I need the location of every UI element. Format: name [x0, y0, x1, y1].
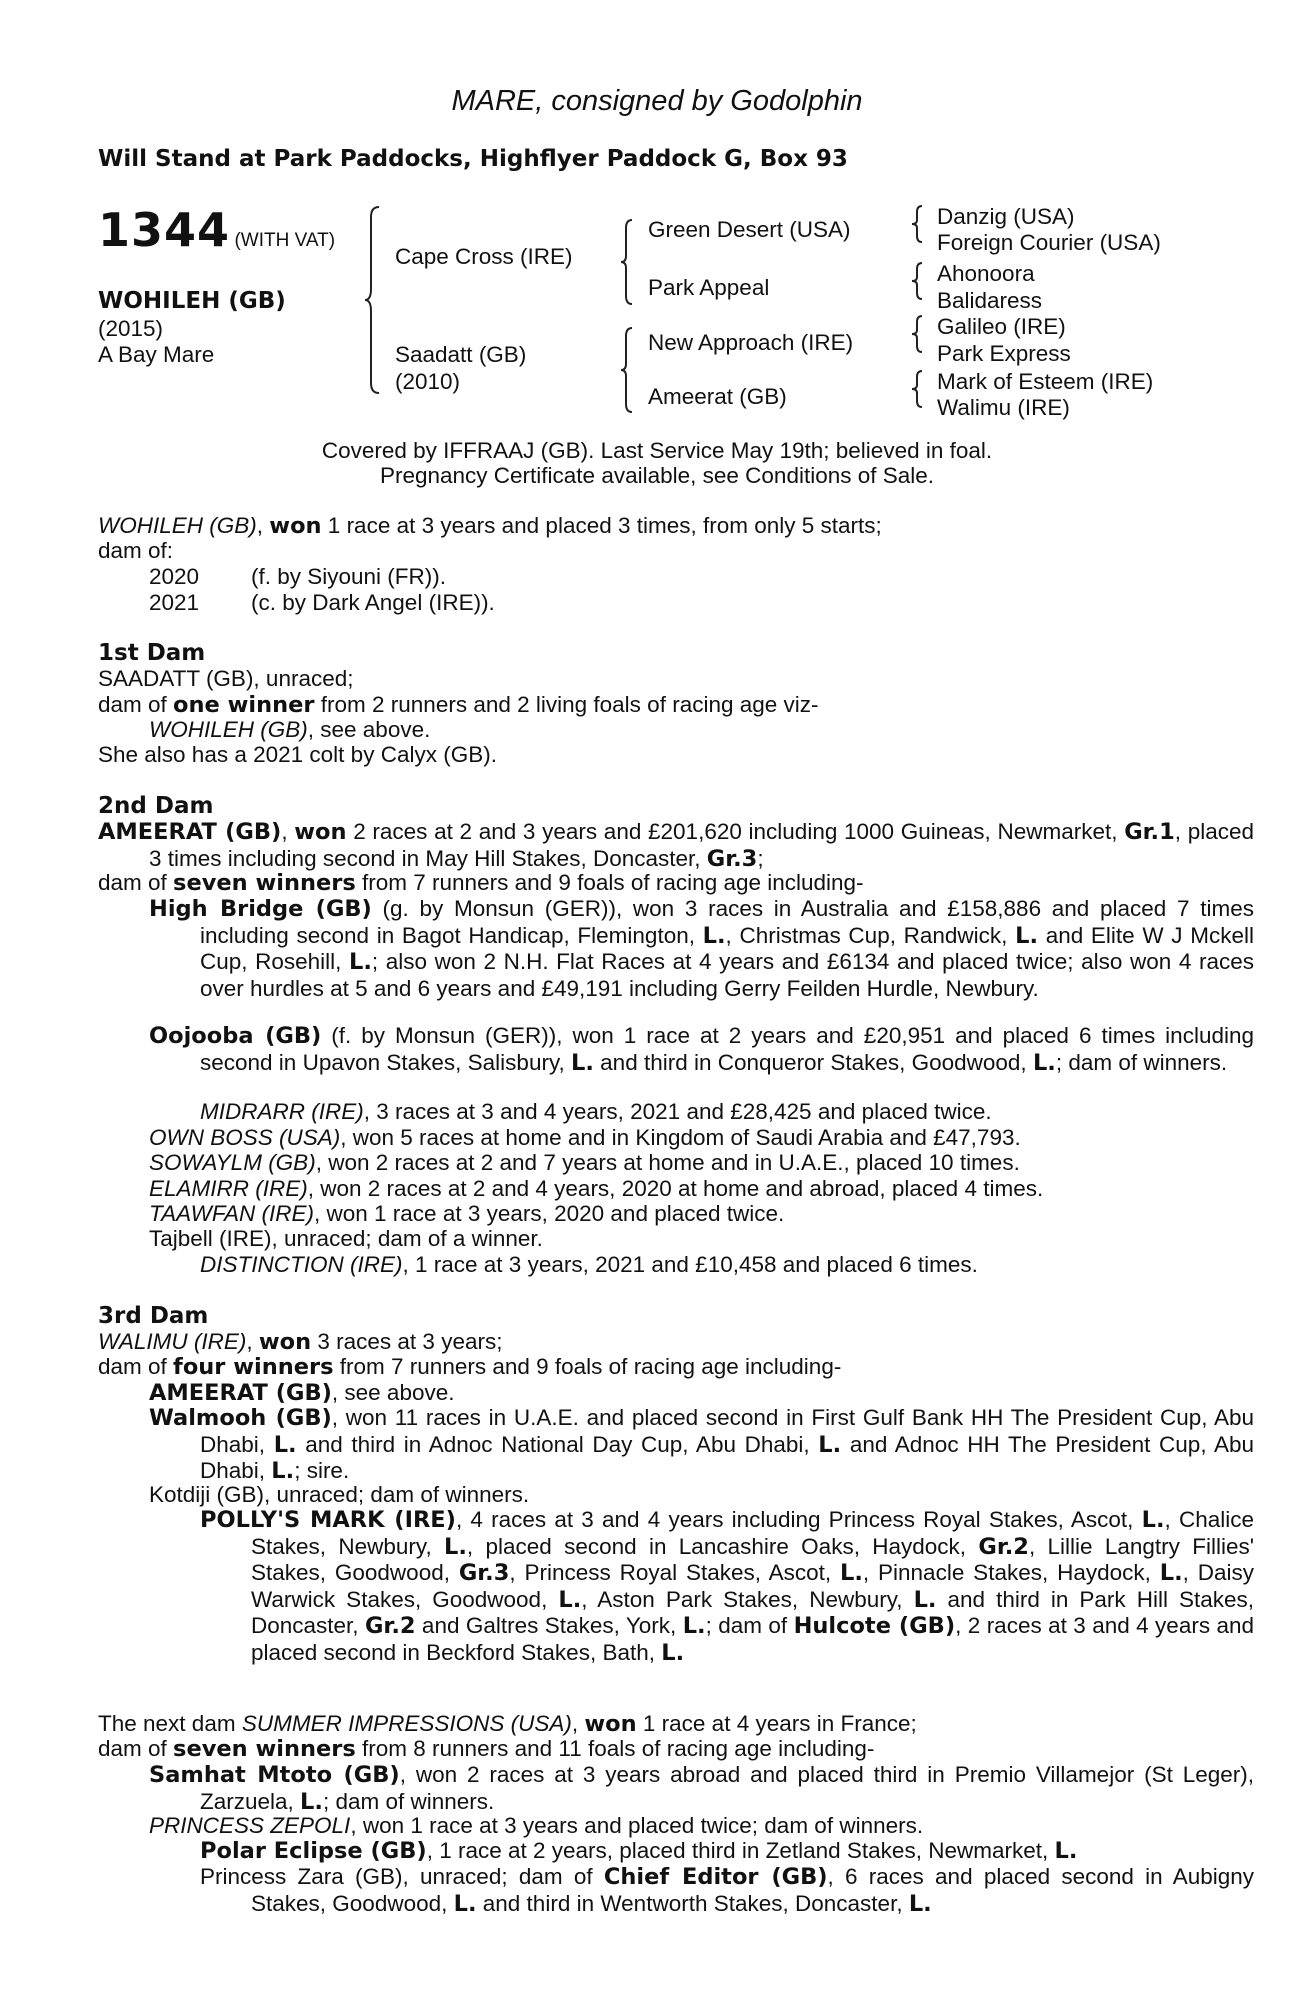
pedigree-dam-dam: Ameerat (GB) [648, 384, 787, 409]
first-dam-heading: 1st Dam [98, 640, 206, 666]
ameerat-entry: AMEERAT (GB), won 2 races at 2 and 3 years and £201,620 including 1000 Guineas, Newmarket, Gr.1, placed 3 times including second in May Hill Stakes, Doncaster, Gr.3; [98, 819, 1254, 872]
pedigree-brace-dd [912, 369, 926, 409]
pedigree-ssd: Foreign Courier (USA) [937, 230, 1161, 255]
grade: Gr.2 [364, 1613, 416, 1639]
vat-note: (WITH VAT) [234, 230, 336, 251]
covered-line-2: Pregnancy Certificate available, see Conditions of Sale. [379, 463, 935, 488]
mare-name: WOHILEH (GB) [98, 513, 257, 538]
pollys-mark-entry [200, 1507, 1254, 1666]
text: Princess Zara (GB), unraced; dam of [200, 1864, 604, 1889]
location-line: Will Stand at Park Paddocks, Highflyer Paddock G, Box 93 [98, 146, 848, 172]
horse-name: WALIMU (IRE) [98, 1329, 247, 1354]
listed: L. [1159, 1560, 1183, 1586]
text: , Aston Park Stakes, Newbury, [581, 1586, 914, 1612]
horse-name: WOHILEH (GB) [98, 288, 286, 314]
pedigree-brace-ds [912, 314, 926, 354]
own-boss-entry [149, 1125, 1021, 1151]
pedigree-dds: Mark of Esteem (IRE) [937, 369, 1154, 394]
produce-year-2020: 2020 [149, 564, 200, 589]
text: , won 2 races at 3 years abroad and placed third in Premio Villamejor (St Leger), Zarzuela, [200, 1762, 1254, 1814]
text: 3 races at 3 years; [311, 1329, 503, 1354]
oojooba-entry [149, 1023, 1254, 1076]
text: ; also won 2 N.H. Flat Races at 4 years and £6134 and placed twice; also won 4 races over hurdles at 5 and 6 years and £49,191 including Gerry Feilden Hurdle, Newbury. [200, 949, 1254, 1001]
horse-name: TAAWFAN (IRE) [149, 1201, 314, 1226]
text: 1 race at 4 years in France; [636, 1711, 917, 1736]
text: and Adnoc HH The President Cup, Abu Dhabi, [200, 1431, 1255, 1483]
lot-number: 1344 [98, 203, 231, 257]
listed: L. [271, 1458, 295, 1484]
lot-number-block [98, 203, 335, 257]
text: and third in Conqueror Stakes, Goodwood, [593, 1049, 1033, 1075]
pedigree-sire-dam: Park Appeal [648, 275, 770, 300]
listed: L. [818, 1431, 842, 1458]
horse-name: Oojooba (GB) [149, 1023, 322, 1049]
pedigree-dam-sire: New Approach (IRE) [648, 330, 854, 355]
text: ; sire. [294, 1458, 350, 1483]
midrarr-entry [200, 1099, 992, 1125]
text: , 6 races and placed second in Aubigny Stakes, Goodwood, [251, 1864, 1255, 1916]
text: dam of [98, 1354, 174, 1379]
text: , Chalice Stakes, Newbury, [251, 1507, 1254, 1559]
third-dam-line-1 [98, 1329, 502, 1356]
pedigree-sdd: Balidaress [937, 288, 1043, 313]
text: and third in Adnoc National Day Cup, Abu Dhabi, [296, 1431, 819, 1457]
text: , see above. [307, 717, 431, 742]
princess-zepoli-entry [149, 1813, 923, 1839]
listed: L. [273, 1431, 297, 1458]
grade: Gr.1 [1124, 819, 1175, 845]
text: , placed second in Lancashire Oaks, Haydock, [466, 1533, 979, 1559]
covered-line-1: Covered by IFFRAAJ (GB). Last Service May 19th; believed in foal. [321, 438, 993, 463]
grade: Gr.2 [978, 1533, 1029, 1560]
text: , won 5 races at home and in Kingdom of Saudi Arabia and £47,793. [340, 1125, 1021, 1150]
produce-text-2020: (f. by Siyouni (FR)). [251, 564, 447, 589]
second-dam-dam-line [98, 870, 864, 897]
horse-name: ELAMIRR (IRE) [149, 1176, 308, 1201]
pedigree-brace-dam [621, 326, 637, 414]
text: from 7 runners and 9 foals of racing age including- [333, 1354, 842, 1379]
text: , won 11 races in U.A.E. and placed second in First Gulf Bank HH The President Cup, Abu Dhabi, [200, 1405, 1255, 1457]
horse-name: MIDRARR (IRE) [200, 1099, 364, 1124]
text: , Daisy Warwick Stakes, Goodwood, [251, 1560, 1254, 1612]
listed: L. [682, 1613, 706, 1639]
horse-year: (2015) [98, 316, 164, 341]
text: ; dam of winners. [1055, 1049, 1228, 1075]
pedigree-sire-sire: Green Desert (USA) [648, 217, 851, 242]
horse-name: DISTINCTION (IRE) [200, 1252, 403, 1277]
won: won [258, 1329, 312, 1355]
text: , Princess Royal Stakes, Ascot, [509, 1560, 841, 1585]
text: The next dam [98, 1711, 242, 1736]
taawfan-entry [149, 1201, 784, 1227]
text: , won 2 races at 2 and 4 years, 2020 at home and abroad, placed 4 times. [307, 1176, 1044, 1201]
listed: L. [571, 1049, 594, 1076]
distinction-entry [200, 1252, 978, 1278]
grade: Gr.3 [706, 845, 758, 872]
text: and Galtres Stakes, York, [415, 1613, 683, 1638]
horse-name: AMEERAT (GB) [149, 1380, 332, 1406]
text: , won 2 races at 2 and 7 years at home and in U.A.E., placed 10 times. [315, 1150, 1020, 1175]
text: (f. by Monsun (GER)), won 1 race at 2 years and £20,951 and placed 6 times including second in Upavon Stakes, Salisbury, [200, 1023, 1254, 1075]
high-bridge-entry [149, 896, 1254, 1001]
horse-name: WOHILEH (GB) [149, 717, 308, 742]
next-dam-dam-line [98, 1736, 874, 1763]
pedigree-brace-main [365, 205, 385, 395]
horse-name: SUMMER IMPRESSIONS (USA) [241, 1711, 572, 1736]
pedigree-sds: Ahonoora [937, 261, 1035, 286]
text: Newmarket, [997, 819, 1125, 844]
sowaylm-entry [149, 1150, 1020, 1176]
third-dam-dam-line [98, 1354, 841, 1381]
text: , [246, 1329, 259, 1354]
listed: L. [1032, 1049, 1056, 1076]
winners-count: one winner [173, 692, 315, 718]
listed: L. [1141, 1507, 1165, 1533]
horse-name: Walmooh (GB) [149, 1405, 332, 1431]
kotdiji-entry: Kotdiji (GB), unraced; dam of winners. [149, 1482, 530, 1507]
text: dam of [98, 1736, 174, 1761]
text: , placed 3 times including second in May Hill Stakes, Doncaster, [149, 819, 1254, 871]
listed: L. [349, 949, 372, 975]
first-dam-line-4: She also has a 2021 colt by Calyx (GB). [98, 742, 497, 767]
listed: L. [908, 1890, 932, 1917]
horse-name: OWN BOSS (USA) [149, 1125, 341, 1150]
horse-name: PRINCESS ZEPOLI [149, 1813, 351, 1838]
text: dam of [98, 692, 174, 717]
horse-name: AMEERAT (GB) [98, 819, 282, 845]
horse-name: POLLY'S MARK (IRE) [200, 1507, 456, 1533]
text: , 4 races at 3 and 4 years including Princess Royal Stakes, Ascot, [455, 1507, 1142, 1532]
listed: L. [913, 1586, 937, 1613]
polar-eclipse-entry [200, 1838, 1077, 1865]
text: (g. by Monsun (GER)), won 3 races in Australia and £158,886 and placed 7 times including second in Bagot Handicap, Flemington, [200, 896, 1254, 948]
tajbell-entry: Tajbell (IRE), unraced; dam of a winner. [149, 1226, 543, 1251]
text: , 1 race at 2 years, placed third in Zetland Stakes, Newmarket, [426, 1838, 1055, 1863]
samhat-mtoto-entry [149, 1762, 1254, 1815]
text: ; dam of [705, 1613, 794, 1638]
walmooh-entry [149, 1405, 1254, 1485]
text: dam of [98, 870, 174, 895]
princess-zara-entry [200, 1864, 1254, 1917]
winners-count: four winners [173, 1354, 334, 1380]
third-dam-heading: 3rd Dam [98, 1303, 209, 1329]
text: , 1 race at 3 years, 2021 and £10,458 and placed 6 times. [402, 1252, 978, 1277]
mare-record-text: 1 race at 3 years and placed 3 times, from only 5 starts; [321, 513, 882, 538]
text: , Christmas Cup, Randwick, [725, 922, 1016, 948]
text: from 7 runners and 9 foals of racing age including- [355, 870, 864, 895]
horse-name: Hulcote (GB) [793, 1613, 956, 1639]
pedigree-dam-year: (2010) [395, 369, 461, 394]
text: ; dam of winners. [322, 1788, 495, 1814]
mare-dam-of: dam of: [98, 538, 174, 563]
produce-text-2021: (c. by Dark Angel (IRE)). [251, 590, 495, 615]
listed: L. [444, 1533, 467, 1560]
first-dam-line-3 [149, 717, 430, 743]
listed: L. [1054, 1838, 1078, 1864]
elamirr-entry [149, 1176, 1043, 1202]
pedigree-sss: Danzig (USA) [937, 204, 1075, 229]
second-dam-heading: 2nd Dam [98, 793, 214, 819]
listed: L. [453, 1890, 477, 1917]
horse-name: Polar Eclipse (GB) [200, 1838, 427, 1864]
listed: L. [558, 1586, 582, 1613]
text: , [571, 1711, 585, 1736]
text: and third in Wentworth Stakes, Doncaster, [476, 1890, 909, 1916]
pedigree-sire: Cape Cross (IRE) [395, 244, 573, 269]
pedigree-brace-sd [912, 261, 926, 301]
pedigree-brace-ss [912, 204, 926, 244]
pedigree-ddd: Walimu (IRE) [937, 395, 1070, 420]
horse-description: A Bay Mare [98, 342, 215, 367]
pedigree-dsd: Park Express [937, 341, 1071, 366]
ameerat-see-above [149, 1380, 455, 1407]
horse-name: Chief Editor (GB) [603, 1864, 828, 1890]
pedigree-brace-sire [621, 218, 637, 306]
horse-name: High Bridge (GB) [149, 896, 372, 922]
listed: L. [702, 922, 726, 949]
page-title: MARE, consigned by Godolphin [451, 85, 863, 117]
text: and third in Park Hill Stakes, Doncaster, [251, 1586, 1255, 1638]
mare-won: won [269, 513, 322, 539]
first-dam-line-1: SAADATT (GB), unraced; [98, 666, 354, 691]
next-dam-line-1 [98, 1711, 917, 1738]
mare-record: WOHILEH (GB), won 1 race at 3 years and placed 3 times, from only 5 starts; [98, 513, 882, 539]
text: , see above. [331, 1380, 455, 1405]
produce-year-2021: 2021 [149, 590, 200, 615]
won: won [584, 1711, 637, 1737]
listed: L. [1015, 922, 1039, 949]
first-dam-line-2 [98, 692, 819, 719]
text: and Elite W J Mckell Cup, Rosehill, [200, 922, 1254, 974]
winners-count: seven winners [173, 870, 356, 896]
text: ; [757, 845, 764, 871]
text: , won 1 race at 3 years and placed twice; dam of winners. [350, 1813, 924, 1838]
winners-count: seven winners [173, 1736, 356, 1762]
listed: L. [300, 1788, 323, 1815]
won: won [294, 819, 347, 845]
text: 2 races at 2 and 3 years and £201,620 including 1000 Guineas, [346, 819, 991, 844]
text: , Pinnacle Stakes, Haydock, [862, 1560, 1160, 1585]
text: , 2 races at 3 and 4 years and placed second in Beckford Stakes, Bath, [251, 1613, 1255, 1665]
pedigree-dam: Saadatt (GB) [395, 342, 527, 367]
pedigree-dss: Galileo (IRE) [937, 314, 1066, 339]
horse-name: Samhat Mtoto (GB) [149, 1762, 400, 1788]
text: , won 1 race at 3 years, 2020 and placed twice. [314, 1201, 785, 1226]
text: from 8 runners and 11 foals of racing age including- [355, 1736, 875, 1761]
listed: L. [661, 1639, 685, 1666]
text: , Lillie Langtry Fillies' Stakes, Goodwood, [251, 1533, 1254, 1585]
text: , 3 races at 3 and 4 years, 2021 and £28,425 and placed twice. [363, 1099, 992, 1124]
horse-name: SOWAYLM (GB) [149, 1150, 316, 1175]
text: from 2 runners and 2 living foals of racing age viz- [314, 692, 819, 717]
grade: Gr.3 [458, 1560, 510, 1586]
listed: L. [840, 1560, 863, 1586]
